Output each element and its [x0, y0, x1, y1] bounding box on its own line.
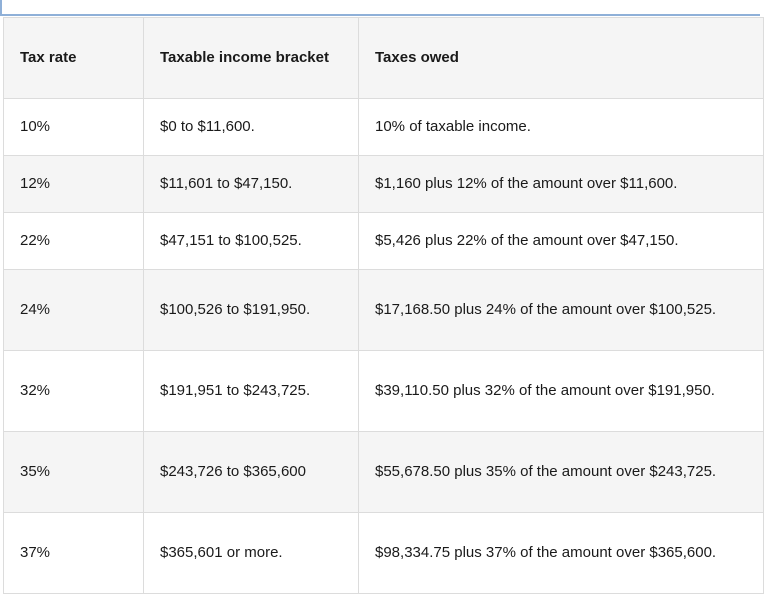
previous-element-frame	[0, 0, 760, 16]
tax-bracket-table	[3, 17, 764, 594]
cell-tax-rate: 22%	[4, 213, 144, 270]
cell-tax-rate: 10%	[4, 99, 144, 156]
cell-tax-rate: 24%	[4, 270, 144, 351]
cell-bracket: $191,951 to $243,725.	[144, 351, 359, 432]
cell-taxes-owed: $17,168.50 plus 24% of the amount over $100,525.	[359, 270, 764, 351]
cell-taxes-owed: 10% of taxable income.	[359, 99, 764, 156]
table-row	[4, 156, 764, 213]
header-taxes-owed: Taxes owed	[359, 18, 764, 99]
cell-tax-rate: 37%	[4, 513, 144, 594]
cell-tax-rate: 35%	[4, 432, 144, 513]
table-row	[4, 513, 764, 594]
cell-taxes-owed: $1,160 plus 12% of the amount over $11,600.	[359, 156, 764, 213]
table-row	[4, 213, 764, 270]
cell-taxes-owed: $5,426 plus 22% of the amount over $47,150.	[359, 213, 764, 270]
table-row	[4, 99, 764, 156]
table-header-row	[4, 18, 764, 99]
cell-taxes-owed: $98,334.75 plus 37% of the amount over $365,600.	[359, 513, 764, 594]
cell-bracket: $11,601 to $47,150.	[144, 156, 359, 213]
cell-bracket: $365,601 or more.	[144, 513, 359, 594]
cell-taxes-owed: $55,678.50 plus 35% of the amount over $243,725.	[359, 432, 764, 513]
table-row	[4, 432, 764, 513]
table-row	[4, 351, 764, 432]
cell-taxes-owed: $39,110.50 plus 32% of the amount over $191,950.	[359, 351, 764, 432]
header-tax-rate: Tax rate	[4, 18, 144, 99]
cell-bracket: $47,151 to $100,525.	[144, 213, 359, 270]
header-taxable-income-bracket: Taxable income bracket	[144, 18, 359, 99]
cell-bracket: $0 to $11,600.	[144, 99, 359, 156]
cell-tax-rate: 12%	[4, 156, 144, 213]
cell-bracket: $243,726 to $365,600	[144, 432, 359, 513]
cell-tax-rate: 32%	[4, 351, 144, 432]
table-row	[4, 270, 764, 351]
cell-bracket: $100,526 to $191,950.	[144, 270, 359, 351]
